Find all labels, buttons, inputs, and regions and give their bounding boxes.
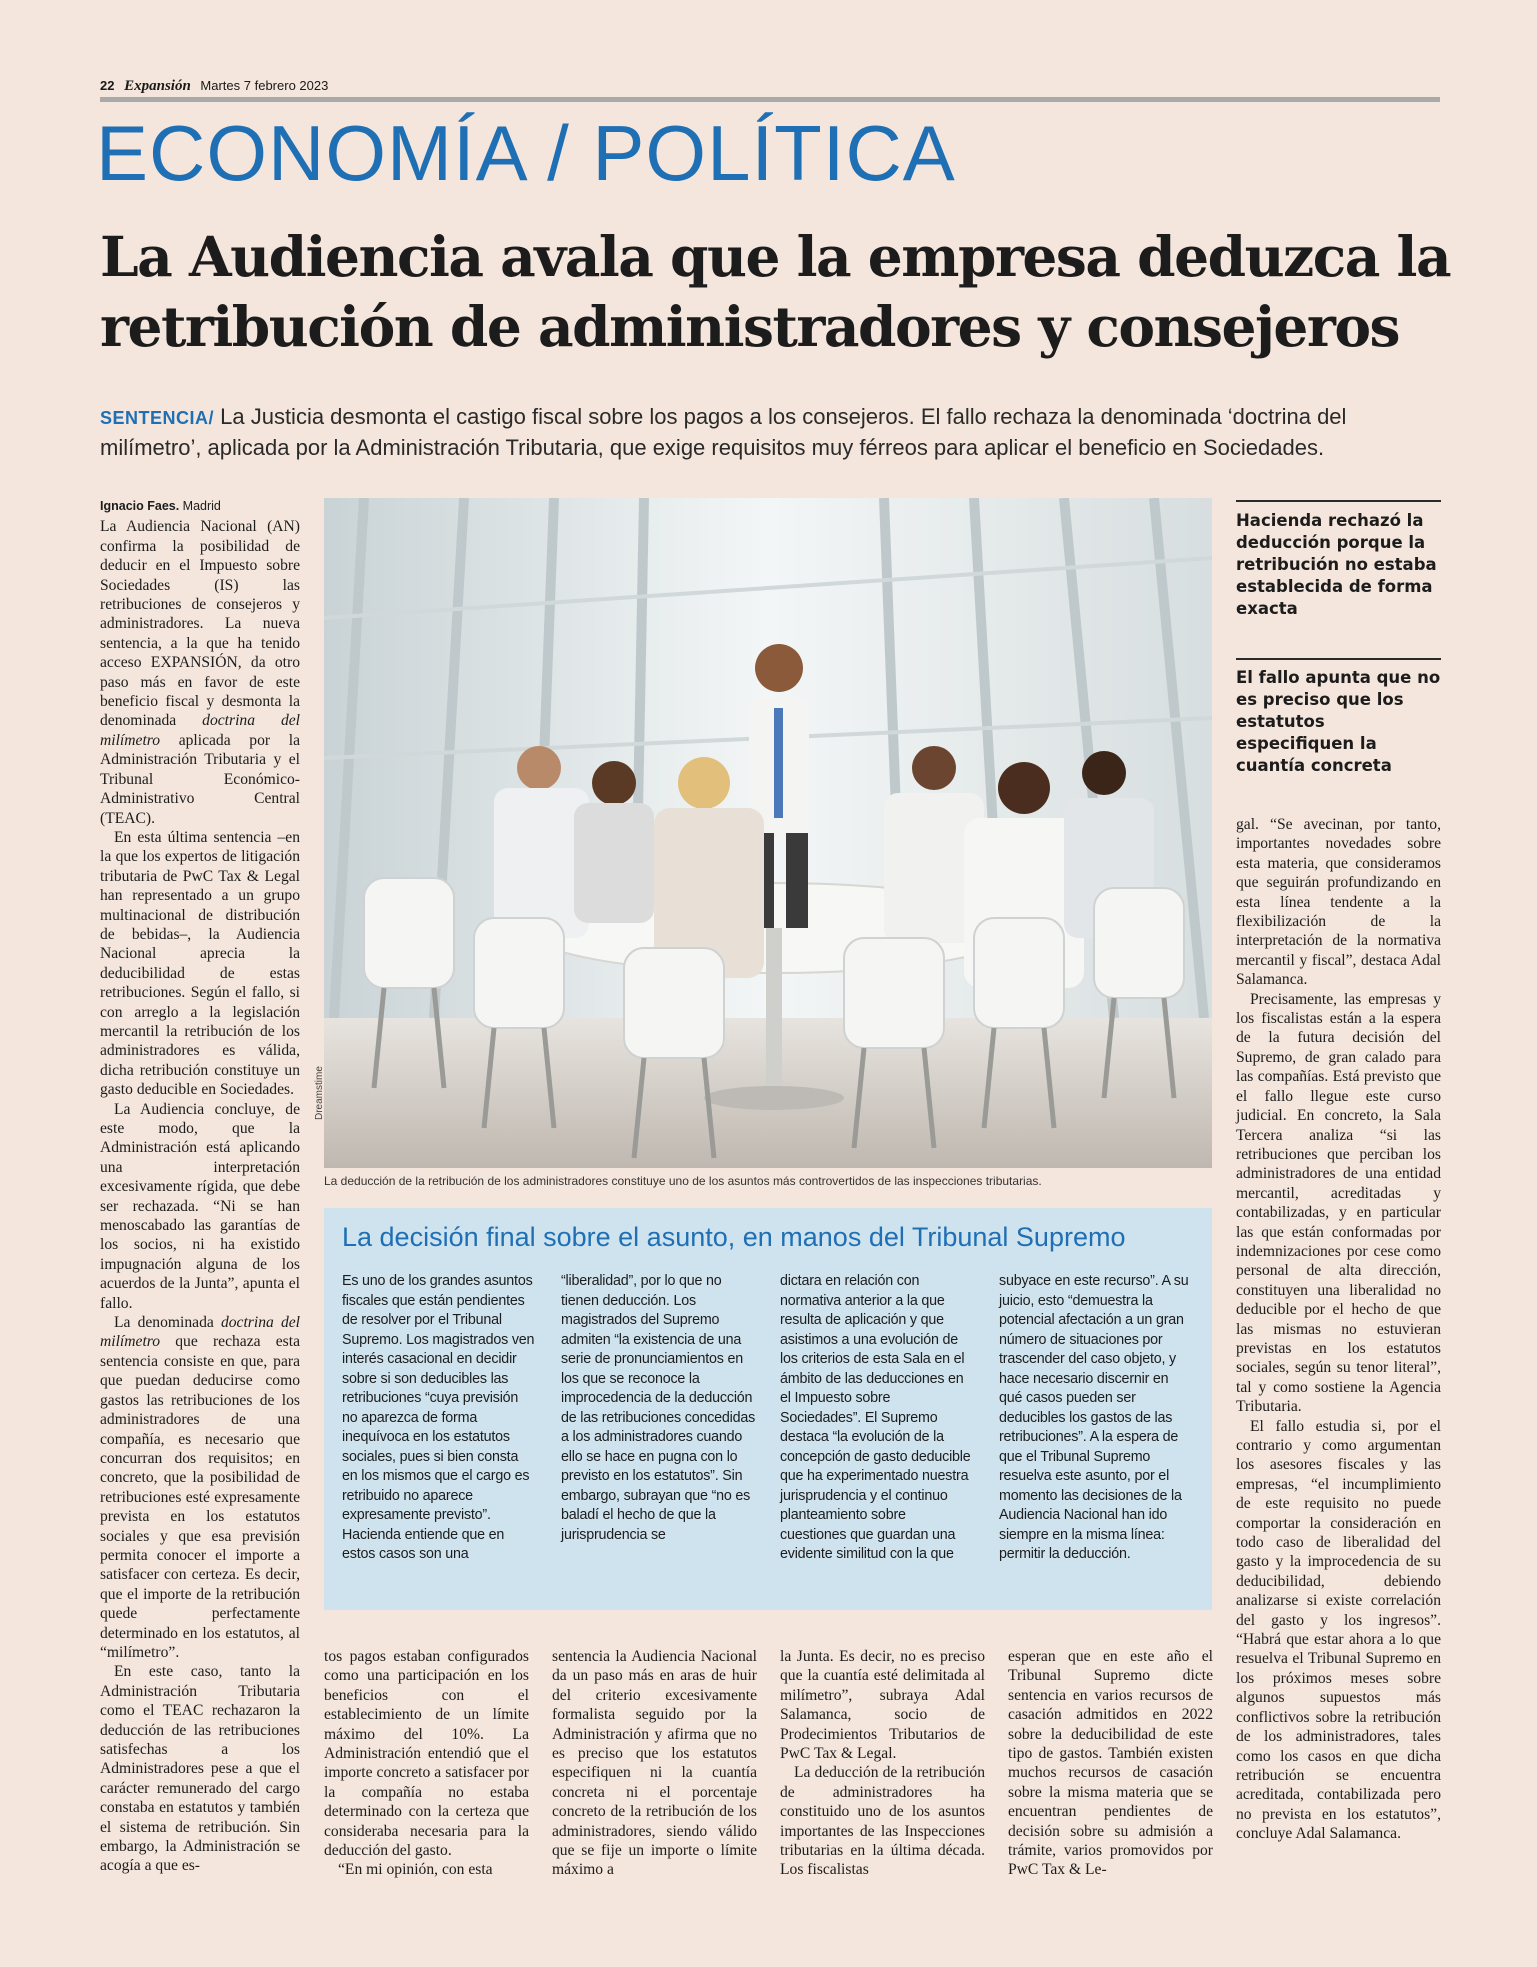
paragraph: Es uno de los grandes asuntos fiscales que están pendientes de resolver por el Tribunal Supremo. Los magistrados ven interés casacional en decidir sobre si son deducibles las retribuciones “cuya previsión no aparezca de forma inequívoca en los estatutos sociales, pues si bien consta en los mismos que el cargo es retribuido no aparece expresamente previsto”. Hacienda entiende que en estos casos son una bbox=[342, 1273, 535, 1562]
paragraph: El fallo estudia si, por el contrario y como argumentan los asesores fiscales y las empresas, “el incumplimiento de este requisito no puede comportar la consideración en todo caso de liberalidad del gasto y la improcedencia de su deducibilidad, debiendo analizarse si existe correlación del gasto y los ingresos”. “Habrá que estar ahora a lo que resuelva el Tribunal Supremo en los próximos meses sobre algunos supuestos más conflictivos sobre la retribución de los administradores, tales como los casos en que dicha retribución se encuentra acreditada, contabilizada pero no prevista en los estatutos”, concluye Adal Salamanca. bbox=[1236, 1417, 1441, 1843]
paragraph: esperan que en este año el Tribunal Supremo dicte sentencia en varios recursos de casación admitidos en 2022 sobre la deducibilidad de este tipo de gastos. También existen muchos recursos de casación sobre la misma materia que se encuentran pendientes de decisión sobre su admisión a trámite, varios promovidos por PwC Tax & Le- bbox=[1008, 1648, 1213, 1879]
paragraph: En este caso, tanto la Administración Tributaria como el TEAC rechazaron la deducción de las retribuciones satisfechas a los Administradores pese a que el carácter remunerado del cargo constaba en estatutos y también el sistema de retribución. Sin embargo, la Administración se acogía a que es- bbox=[100, 1663, 300, 1875]
text-run: que rechaza esta sentencia consiste en que, para que puedan deducirse como gastos las retribuciones de los administradores de una compañía, es necesario que concurran dos requisitos; en concreto, que la posibilidad de retribuciones esté expresamente prevista en los estatutos sociales y que esa previsión permita conocer el importe a satisfacer con certeza. Es decir, que el importe de la retribución quede perfectamente determinado en los estatutos, al “milímetro”. bbox=[100, 1333, 300, 1661]
byline bbox=[100, 497, 300, 516]
sidebar-box-column-1 bbox=[342, 1272, 537, 1565]
article-column-2 bbox=[324, 1647, 529, 1880]
paragraph: la Junta. Es decir, no es preciso que la cuantía esté delimitada al milímetro”, subraya Adal Salamanca, socio de Prodecimientos Tributarios de PwC Tax & Legal. bbox=[780, 1648, 985, 1763]
sidebar-box-column-3 bbox=[780, 1272, 975, 1565]
paragraph: La Audiencia concluye, de este modo, que la Administración está aplicando una interpretación excesivamente rígida, que debe ser rechazada. “Ni se han menoscabado las garantías de los socios, ni ha existido impugnación alguna de los acuerdos de la Junta”, apunta el fallo. bbox=[100, 1100, 300, 1312]
text-run: aplicada por la Administración Tributaria y el Tribunal Económico-Administrativo Central (TEAC). bbox=[100, 731, 300, 827]
standfirst bbox=[100, 402, 1440, 462]
section-title: ECONOMÍA / POLÍTICA bbox=[96, 109, 956, 197]
standfirst-text: La Justicia desmonta el castigo fiscal sobre los pagos a los consejeros. El fallo rechaza la denominada ‘doctrina del milímetro’, aplicada por la Administración Tributaria, que exige requisitos muy férreos para aplicar el beneficio en Sociedades. bbox=[100, 404, 1347, 460]
headline: La Audiencia avala que la empresa deduzca la retribución de administradores y consejeros bbox=[100, 224, 1451, 359]
pull-quote-1: Hacienda rechazó la deducción porque la retribución no estaba establecida de forma exacta bbox=[1236, 511, 1437, 618]
paragraph bbox=[100, 517, 300, 828]
brand-name: Expansión bbox=[124, 78, 191, 94]
photo-caption: La deducción de la retribución de los administradores constituye uno de los asuntos más controvertidos de las inspecciones tributarias. bbox=[324, 1174, 1042, 1188]
pull-quote-rule bbox=[1236, 500, 1441, 502]
folio bbox=[100, 78, 328, 95]
page-number: 22 bbox=[100, 78, 115, 93]
paragraph: gal. “Se avecinan, por tanto, importantes novedades sobre esta materia, que consideramos que seguirán profundizando en esta línea tendente a la flexibilización de la interpretación de la normativa mercantil y fiscal”, destaca Adal Salamanca. bbox=[1236, 816, 1441, 989]
issue-date: Martes 7 febrero 2023 bbox=[200, 78, 329, 93]
top-rule bbox=[100, 97, 1440, 102]
paragraph: Precisamente, las empresas y los fiscalistas están a la espera de la futura decisión del Supremo, de gran calado para las compañías. Está previsto que el fallo llegue este curso judicial. En concreto, la Sala Tercera analiza “si las retribuciones que perciban los administradores de una entidad mercantil, acreditadas y contabilizadas, y en particular las que están conformadas por indemnizaciones por cese como personal de alta dirección, constituyen una liberalidad no deducible por el hecho de que las mismas no estuvieran previstas en los estatutos sociales, según su tenor literal”, tal y como sostiene la Agencia Tributaria. bbox=[1236, 990, 1441, 1416]
sidebar-box-title: La decisión final sobre el asunto, en manos del Tribunal Supremo bbox=[342, 1222, 1126, 1252]
paragraph: tos pagos estaban configurados como una participación en los beneficios con el establecimiento de un límite máximo del 10%. La Administración entendió que el importe concreto a satisfacer por la compañía no estaba determinado con la certeza que consideraba necesaria para la deducción del gasto. bbox=[324, 1648, 529, 1860]
byline-place: Madrid bbox=[179, 499, 221, 513]
paragraph bbox=[100, 1313, 300, 1662]
paragraph: dictara en relación con normativa anterior a la que resulta de aplicación y que asistimos a una evolución de los criterios de esta Sala en el ámbito de las deducciones en el Impuesto sobre Sociedades”. El Supremo destaca “la evolución de la concepción de gasto deducible que ha experimentado nuestra jurisprudencia y el continuo planteamiento sobre cuestiones que guardan una evidente similitud con la que bbox=[780, 1273, 971, 1562]
paragraph: “En mi opinión, con esta bbox=[338, 1861, 493, 1879]
text-run: La denominada bbox=[114, 1314, 221, 1332]
article-column-4 bbox=[780, 1647, 985, 1880]
paragraph: “liberalidad”, por lo que no tienen deducción. Los magistrados del Supremo admiten “la existencia de una serie de pronunciamientos en los que se reconoce la improcedencia de la deducción de las retribuciones concedidas a los administradores cuando ello se hace en pugna con lo previsto en los estatutos”. Sin embargo, subrayan que “no es baladí el hecho de que la jurisprudencia se bbox=[561, 1273, 756, 1543]
text-run: La Audiencia Nacional (AN) confirma la posibilidad de deducir en el Impuesto sobre Sociedades (IS) las retribuciones de consejeros y administradores. La nueva sentencia, a la que ha tenido acceso EXPANSIÓN, da otro paso más en favor de este beneficio fiscal y desmonta la denominada bbox=[100, 518, 300, 730]
pull-quote-2: El fallo apunta que no es preciso que los estatutos especifiquen la cuantía concreta bbox=[1236, 668, 1441, 775]
sidebar-box-column-2 bbox=[561, 1272, 756, 1545]
article-column-6 bbox=[1236, 815, 1441, 1844]
sidebar-box-column-4 bbox=[999, 1272, 1194, 1565]
byline-author: Ignacio Faes. bbox=[100, 499, 180, 513]
photo-credit: Dreamstime bbox=[314, 1066, 325, 1120]
article-column-3 bbox=[552, 1647, 757, 1880]
meeting-photo bbox=[324, 498, 1212, 1168]
article-column-1 bbox=[100, 497, 300, 1876]
emphasis: doctrina del milímetro bbox=[100, 1314, 300, 1351]
pull-quote-rule bbox=[1236, 658, 1441, 660]
emphasis: doctrina del milímetro bbox=[100, 712, 300, 749]
standfirst-tag: SENTENCIA/ bbox=[100, 408, 215, 428]
paragraph: sentencia la Audiencia Nacional da un paso más en aras de huir del criterio excesivamente formalista seguido por la Administración y afirma que no es preciso que los estatutos especifiquen ni la cuantía concreta ni el porcentaje concreto de la retribución de los administradores, siendo válido que se fije un importe o límite máximo a bbox=[552, 1648, 757, 1879]
paragraph: La deducción de la retribución de administradores ha constituido uno de los asuntos importantes de las Inspecciones tributarias en la última década. Los fiscalistas bbox=[780, 1764, 985, 1879]
article-column-5 bbox=[1008, 1647, 1213, 1880]
paragraph: En esta última sentencia –en la que los expertos de litigación tributaria de PwC Tax & Legal han representado a un grupo multinacional de distribución de bebidas–, la Audiencia Nacional aprecia la deducibilidad de estas retribuciones. Según el fallo, si con arreglo a la legislación mercantil la retribución de los administradores es válida, dicha retribución constituye un gasto deducible en Sociedades. bbox=[100, 828, 300, 1099]
paragraph: subyace en este recurso”. A su juicio, esto “demuestra la potencial afectación a un gran número de situaciones por trascender del caso objeto, y hace necesario discernir en qué casos pueden ser deducibles los gastos de las retribuciones”. A la espera de que el Tribunal Supremo resuelva este asunto, por el momento las decisiones de la Audiencia Nacional han ido siempre en la misma línea: permitir la deducción. bbox=[999, 1273, 1189, 1562]
meeting-illustration bbox=[324, 498, 1212, 1168]
